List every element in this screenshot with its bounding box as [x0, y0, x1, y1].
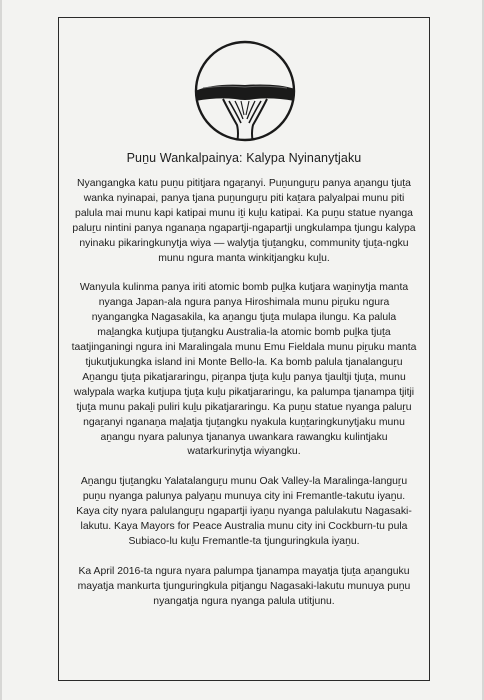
text-frame	[58, 17, 430, 681]
paragraph-2: Wanyula kulinma panya iriti atomic bomb puḻka kutjara waṉinytja manta nyanga Japan-ala ngura panya Hiroshimala munu piṟuku ngura nyangangka Nagasakila, ka aṉangu tjuṯa mulapa ilungu. Ka palula maḻangka kutjupa tjuṯangku Australia-la atomic bomb puḻka tjuṯa taatjinganingi ngura ini Maralingala munu Emu Fieldala munu piṟuku manta tjukutjukungka island ini Monte Bello-la. Ka bomb palula tjanalanguṟu Aṉangu tjuṯa pikatjararingu, piṟanpa tjuṯa kuḻu panya tjaultji tjuṯa, munu walypala waṟka kutjupa tjuṯa kuḻu pikatjararingu, ka palumpa tjanampa tjitji tjuṯa munu pakaḻi puliri kuḻu pikatjararingu. Ka puṉu statue nyanga paluṟu ngaṟanyi nganaṉa maḻatja tjuṯangku nyakula kuṉṯaringkunytjaku munu aṉangu nyara palunya tjananya uwankara rawangku kulintjaku watarkurinytja wiyangku.	[71, 282, 417, 458]
body-text	[71, 177, 417, 625]
tree-hands-emblem-icon	[193, 39, 297, 143]
paragraph-1: Nyangangka katu puṉu pititjara ngaṟanyi. Puṉunguṟu panya aṉangu tjuṯa wanka nyinapai, panya tjana puṉunguṟu piti kaṯara palyalpai munu piti palula mai munu kapi katipai munu iṯi kuḻu katipai. Ka puṉu statue nyanga paluṟu nintini panya nganaṉa ngapartji-ngapartji ungkulampa tjungu kalypa nyinaku pikaringkunytja wiya — walytja tjuṯangku, community tjuṯa-ngku munu ngura manta winkitjangku kuḻu.	[72, 178, 416, 264]
document-page	[2, 0, 482, 700]
paragraph-4: Ka April 2016-ta ngura nyara palumpa tjanampa mayatja tjuṯa aṉanguku mayatja mankurta tjunguringkula pitjangu Nagasaki-lakutu munuya puṉu nyangatja ngura nyanga palula utitjunu.	[77, 565, 411, 607]
document-title: Puṉu Wankalpainya: Kalypa Nyinanytjaku	[126, 151, 362, 165]
paragraph-3: Aṉangu tjuṯangku Yalatalanguṟu munu Oak Valley-la Maralinga-languṟu puṉu nyanga palunya palyaṉu munuya city ini Fremantle-takutu iyaṉu. Kaya city nyara palulanguṟu ngapartji iyaṉu nyanga palulakutu Nagasaki-lakutu. Kaya Mayors for Peace Australia munu city ini Cockburn-tu pula Subiaco-lu kuḻu Fremantle-ta tjunguringkula iyaṉu.	[76, 476, 412, 547]
